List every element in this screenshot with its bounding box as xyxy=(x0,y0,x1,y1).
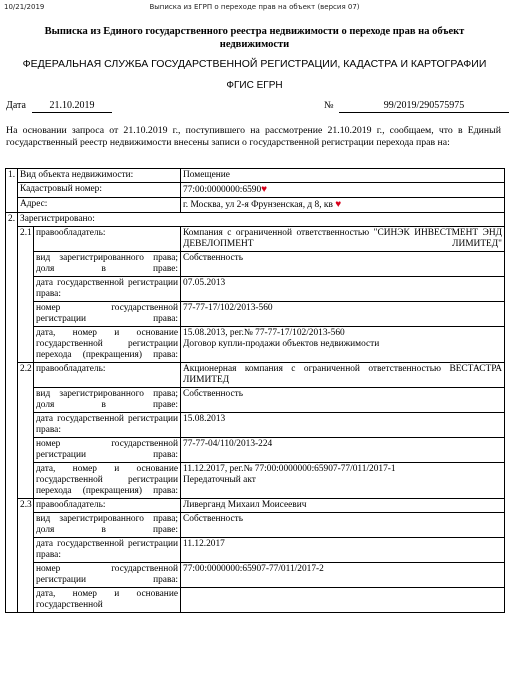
table-row xyxy=(6,169,505,183)
transfer-basis-label: дата, номер и основание государственной xyxy=(34,588,181,613)
transfer-basis-cell xyxy=(181,327,505,363)
holder-value: Компания с ограниченной ответственностью "СИНЭК ИНВЕСТМЕНТ ЭНД ДЕВЕЛОПМЕНТ ЛИМИТЕД" xyxy=(181,227,505,252)
reg-date-value: 07.05.2013 xyxy=(181,277,505,302)
heart-icon: ♥ xyxy=(261,184,268,195)
agency-name: ФЕДЕРАЛЬНАЯ СЛУЖБА ГОСУДАРСТВЕННОЙ РЕГИСТРАЦИИ, КАДАСТРА И КАРТОГРАФИИ xyxy=(22,58,487,70)
holder-value: Ливерганд Михаил Моисеевич xyxy=(181,499,505,513)
cadastral-value: 77:00:0000000:6590 xyxy=(183,185,262,195)
table-row xyxy=(6,563,505,588)
transfer-basis-line2: Передаточный акт xyxy=(183,475,256,485)
table-row xyxy=(6,213,505,227)
table-row xyxy=(6,277,505,302)
table-row xyxy=(6,499,505,513)
object-type-label: Вид объекта недвижимости: xyxy=(18,169,181,183)
right-type-value: Собственность xyxy=(181,513,505,538)
row-number: 1. xyxy=(6,169,18,213)
table-row xyxy=(6,198,505,213)
holder-label: правообладатель: xyxy=(34,499,181,513)
number-value: 99/2019/290575975 xyxy=(339,100,509,113)
holder-number: 2.2 xyxy=(18,363,34,499)
table-row xyxy=(6,227,505,252)
date-label: Дата xyxy=(6,100,26,111)
right-type-label: вид зарегистрированного права; доля в праве: xyxy=(34,252,181,277)
intro-paragraph: На основании запроса от 21.10.2019 г., поступившего на рассмотрение 21.10.2019 г., сообщаем, что в Единый государственный реестр недвижимости внесены записи о государственной регистрации перехода прав на: xyxy=(6,125,501,148)
transfer-basis-line1: 11.12.2017, рег.№ 77:00:0000000:65907-77/011/2017-1 xyxy=(183,464,396,474)
subagency-name: ФГИС ЕГРН xyxy=(226,80,283,91)
holder-value: Акционерная компания с ограниченной ответственностью ВЕСТАСТРА ЛИМИТЕД xyxy=(181,363,505,388)
table-row xyxy=(6,513,505,538)
address-value: г. Москва, ул 2-я Фрунзенская, д 8, кв xyxy=(183,200,333,210)
date-value: 21.10.2019 xyxy=(32,100,112,113)
row-number: 2. xyxy=(6,213,18,613)
reg-date-value: 15.08.2013 xyxy=(181,413,505,438)
table-row xyxy=(6,588,505,613)
reg-number-label: номер государственной регистрации права: xyxy=(34,563,181,588)
holder-label: правообладатель: xyxy=(34,227,181,252)
table-row xyxy=(6,538,505,563)
reg-date-label: дата государственной регистрации права: xyxy=(34,413,181,438)
table-row xyxy=(6,327,505,363)
table-row xyxy=(6,183,505,198)
print-title: Выписка из ЕГРП о переходе прав на объект (версия 07) xyxy=(149,3,360,11)
transfer-basis-cell xyxy=(181,463,505,499)
transfer-basis-label: дата, номер и основание государственной регистрации перехода (прекращения) права: xyxy=(34,463,181,499)
holder-number: 2.3 xyxy=(18,499,34,613)
right-type-value: Собственность xyxy=(181,252,505,277)
cadastral-label: Кадастровый номер: xyxy=(18,183,181,198)
print-date: 10/21/2019 xyxy=(4,3,45,11)
records-table xyxy=(5,168,505,613)
transfer-basis-label: дата, номер и основание государственной регистрации перехода (прекращения) права: xyxy=(34,327,181,363)
transfer-basis-line1: 15.08.2013, рег.№ 77-77-17/102/2013-560 xyxy=(183,328,345,338)
table-row xyxy=(6,252,505,277)
address-label: Адрес: xyxy=(18,198,181,213)
document-title: Выписка из Единого государственного реестра недвижимости о переходе прав на объект недвижимости xyxy=(44,26,465,50)
holder-label: правообладатель: xyxy=(34,363,181,388)
reg-date-value: 11.12.2017 xyxy=(181,538,505,563)
number-label: № xyxy=(324,100,334,111)
date-number-line xyxy=(6,100,501,114)
table-row xyxy=(6,438,505,463)
reg-number-value: 77-77-04/110/2013-224 xyxy=(181,438,505,463)
right-type-label: вид зарегистрированного права; доля в праве: xyxy=(34,513,181,538)
address-cell xyxy=(181,198,505,213)
right-type-label: вид зарегистрированного права; доля в праве: xyxy=(34,388,181,413)
table-row xyxy=(6,363,505,388)
reg-number-value: 77-77-17/102/2013-560 xyxy=(181,302,505,327)
reg-date-label: дата государственной регистрации права: xyxy=(34,277,181,302)
registered-label: Зарегистрировано: xyxy=(18,213,505,227)
reg-number-value: 77:00:0000000:65907-77/011/2017-2 xyxy=(181,563,505,588)
holder-number: 2.1 xyxy=(18,227,34,363)
reg-number-label: номер государственной регистрации права: xyxy=(34,302,181,327)
heart-icon: ♥ xyxy=(335,199,342,210)
transfer-basis-cell xyxy=(181,588,505,613)
table-row xyxy=(6,413,505,438)
object-type-value: Помещение xyxy=(181,169,505,183)
table-row xyxy=(6,463,505,499)
table-row xyxy=(6,388,505,413)
reg-number-label: номер государственной регистрации права: xyxy=(34,438,181,463)
table-row xyxy=(6,302,505,327)
cadastral-cell xyxy=(181,183,505,198)
reg-date-label: дата государственной регистрации права: xyxy=(34,538,181,563)
right-type-value: Собственность xyxy=(181,388,505,413)
transfer-basis-line2: Договор купли-продажи объектов недвижимости xyxy=(183,339,380,349)
